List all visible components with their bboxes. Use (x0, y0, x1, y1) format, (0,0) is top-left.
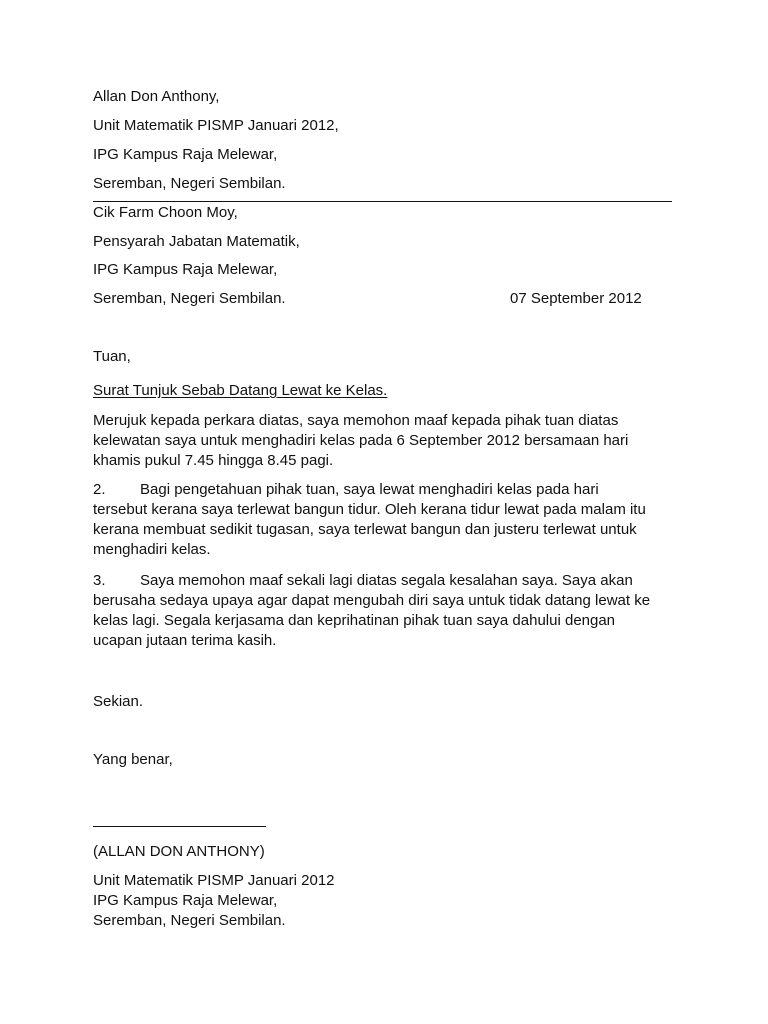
paragraph-number: 3. (93, 572, 106, 589)
paragraph-line: ucapan jutaan terima kasih. (93, 632, 277, 649)
paragraph-line-text: Saya memohon maaf sekali lagi diatas segala kesalahan saya. Saya akan (140, 572, 633, 589)
paragraph-line: khamis pukul 7.45 hingga 8.45 pagi. (93, 452, 334, 469)
signature-line (93, 826, 266, 827)
recipient-name: Cik Farm Choon Moy, (93, 204, 238, 221)
recipient-city: Seremban, Negeri Sembilan. (93, 290, 286, 307)
paragraph-line: berusaha sedaya upaya agar dapat mengubah diri saya untuk tidak datang lewat ke (93, 592, 651, 609)
paragraph-line: tersebut kerana saya terlewat bangun tidur. Oleh kerana tidur lewat pada malam itu (93, 501, 646, 518)
paragraph-2 (93, 480, 683, 560)
address-divider (93, 201, 672, 202)
paragraph-number: 2. (93, 481, 106, 498)
paragraph-1 (93, 411, 683, 471)
letter-date: 07 September 2012 (510, 290, 642, 307)
paragraph-line: kelewatan saya untuk menghadiri kelas pada 6 September 2012 bersamaan hari (93, 432, 629, 449)
closing-yang-benar: Yang benar, (93, 751, 173, 768)
paragraph-line (93, 480, 683, 500)
recipient-institute: IPG Kampus Raja Melewar, (93, 261, 278, 278)
signature-unit: Unit Matematik PISMP Januari 2012 (93, 872, 335, 889)
paragraph-line: Merujuk kepada perkara diatas, saya memohon maaf kepada pihak tuan diatas (93, 412, 619, 429)
paragraph-3 (93, 571, 683, 651)
paragraph-line: kelas lagi. Segala kerjasama dan keprihatinan pihak tuan saya dahului dengan (93, 612, 616, 629)
paragraph-line: kerana membuat sedikit tugasan, saya terlewat bangun dan justeru terlewat untuk (93, 521, 637, 538)
closing-sekian: Sekian. (93, 693, 144, 710)
paragraph-line (93, 571, 683, 591)
signature-institute: IPG Kampus Raja Melewar, (93, 892, 278, 909)
sender-city: Seremban, Negeri Sembilan. (93, 175, 286, 192)
sender-unit: Unit Matematik PISMP Januari 2012, (93, 117, 339, 134)
signature-city: Seremban, Negeri Sembilan. (93, 912, 286, 929)
salutation: Tuan, (93, 348, 131, 365)
paragraph-line-text: Bagi pengetahuan pihak tuan, saya lewat menghadiri kelas pada hari (140, 481, 599, 498)
letter-subject: Surat Tunjuk Sebab Datang Lewat ke Kelas. (93, 382, 388, 399)
sender-institute: IPG Kampus Raja Melewar, (93, 146, 278, 163)
recipient-position: Pensyarah Jabatan Matematik, (93, 233, 300, 250)
paragraph-line: menghadiri kelas. (93, 541, 211, 558)
sender-name: Allan Don Anthony, (93, 88, 220, 105)
signature-name: (ALLAN DON ANTHONY) (93, 843, 265, 860)
